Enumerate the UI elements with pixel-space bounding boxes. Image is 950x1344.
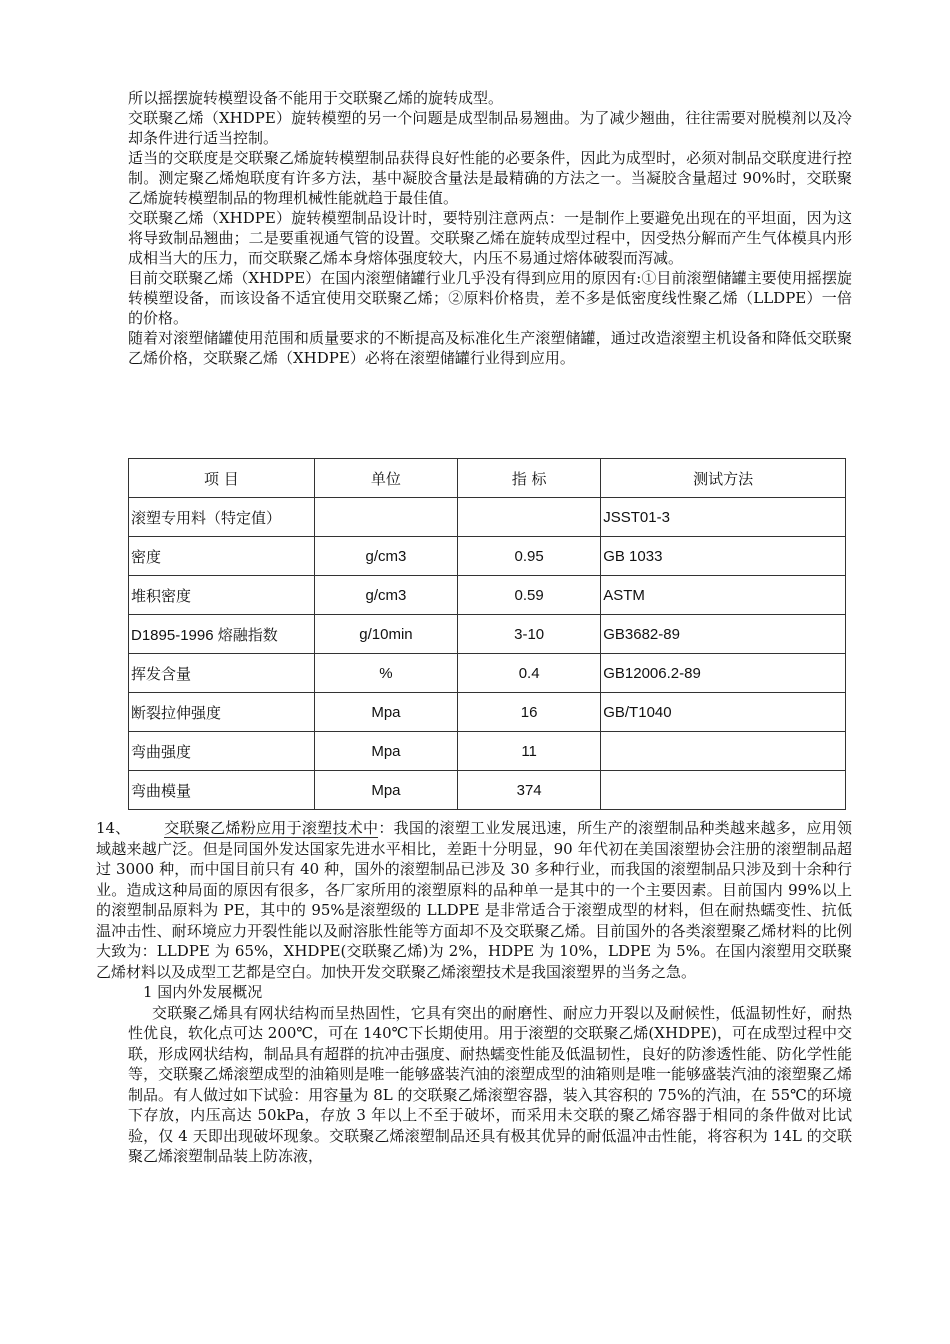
cell-item: 滚塑专用料（特定值） — [129, 498, 315, 537]
cell-unit: Mpa — [314, 732, 457, 771]
cell-method: JSST01-3 — [601, 498, 846, 537]
cell-value: 0.95 — [458, 537, 601, 576]
table-row — [129, 498, 846, 537]
cell-unit — [314, 498, 457, 537]
cell-value — [458, 498, 601, 537]
cell-unit: Mpa — [314, 693, 457, 732]
spec-table — [128, 458, 846, 810]
cell-unit: g/cm3 — [314, 537, 457, 576]
cell-method: GB3682-89 — [601, 615, 846, 654]
cell-item: 断裂拉伸强度 — [129, 693, 315, 732]
table-header-row — [129, 459, 846, 498]
cell-value: 3-10 — [458, 615, 601, 654]
header-value: 指 标 — [458, 459, 601, 498]
table-row — [129, 654, 846, 693]
paragraph: 目前交联聚乙烯（XHDPE）在国内滚塑储罐行业几乎没有得到应用的原因有:①目前滚塑储罐主要使用摇摆旋转模塑设备，而该设备不适宜使用交联聚乙烯；②原料价格贵，差不多是低密度线性聚乙烯（LLDPE）一倍的价格。 — [128, 269, 852, 327]
paragraph: 随着对滚塑储罐使用范围和质量要求的不断提高及标准化生产滚塑储罐，通过改造滚塑主机设备和降低交联聚乙烯价格，交联聚乙烯（XHDPE）必将在滚塑储罐行业得到应用。 — [128, 329, 852, 367]
cell-value: 0.4 — [458, 654, 601, 693]
cell-method: ASTM — [601, 576, 846, 615]
cell-unit: g/cm3 — [314, 576, 457, 615]
table-row — [129, 732, 846, 771]
cell-item: 弯曲模量 — [129, 771, 315, 810]
header-unit: 单位 — [314, 459, 457, 498]
cell-value: 16 — [458, 693, 601, 732]
cell-item: 密度 — [129, 537, 315, 576]
paragraph: 交联聚乙烯（XHDPE）旋转模塑制品设计时，要特别注意两点：一是制作上要避免出现在的平坦面，因为这将导致制品翘曲；二是要重视通气管的设置。交联聚乙烯在旋转成型过程中，因受热分解而产生气体模具内形成相当大的压力，而交联聚乙烯本身熔体强度较大，内压不易通过熔体破裂而泻减。 — [128, 209, 852, 267]
paragraph: 所以摇摆旋转模塑设备不能用于交联聚乙烯的旋转成型。 — [128, 89, 504, 107]
intro-paragraphs — [128, 88, 852, 368]
table-row — [129, 537, 846, 576]
section-14 — [96, 818, 852, 1167]
section-intro-text: ：我国的滚塑工业发展迅速，所生产的滚塑制品种类越来越多，应用领域越来越广泛。但是同国外发达国家先进水平相比，差距十分明显，90 年代初在美国滚塑协会注册的滚塑制品超过 3000 种，而中国目前只有 40 种，国外的滚塑制品已涉及 30 多种行业，而我国的滚塑制品只涉及到十余种行业。造成这种局面的原因有很多，各厂家所用的滚塑原料的品种单一是其中的一个主要因素。目前国内 99%以上的滚塑制品原料为 PE，其中的 95%是滚塑级的 LLDPE 是非常适合于滚塑成型的材料，但在耐热蠕变性、抗低温冲击性、耐环境应力开裂性能以及耐溶胀性能等方面却不及交联聚乙烯。目前国外的各类滚塑聚乙烯材料的比例大致为：LLDPE 为 65%，XHDPE(交联聚乙烯)为 2%，HDPE 为 10%，LDPE 为 5%。在国内滚塑用交联聚乙烯材料以及成型工艺都是空白。加快开发交联聚乙烯滚塑技术是我国滚塑界的当务之急。 — [96, 819, 852, 981]
cell-value: 0.59 — [458, 576, 601, 615]
cell-item: 弯曲强度 — [129, 732, 315, 771]
table-row — [129, 615, 846, 654]
cell-method: GB 1033 — [601, 537, 846, 576]
section-body: 交联聚乙烯具有网状结构而呈热固性，它具有突出的耐磨性、耐应力开裂以及耐候性，低温韧性好，耐热性优良，软化点可达 200℃，可在 140℃下长期使用。用于滚塑的交联聚乙烯(XHDPE)，可在成型过程中交联，形成网状结构，制品具有超群的抗冲击强度、耐热蠕变性能及低温韧性，良好的防渗透性能、防化学性能等，交联聚乙烯滚塑成型的油箱则是唯一能够盛装汽油的滚塑成型的油箱则是唯一能够盛装汽油的滚塑聚乙烯制品。有人做过如下试验：用容量为 8L 的交联聚乙烯滚塑容器，装入其容积的 75%的汽油，在 55℃的环境下存放，内压高达 50kPa，存放 3 年以上不至于破坏，而采用未交联的聚乙烯容器于相同的条件做对比试验，仅 4 天即出现破坏现象。交联聚乙烯滚塑制品还具有极其优异的耐低温冲击性能，将容积为 14L 的交联聚乙烯滚塑制品装上防冻液， — [128, 1003, 852, 1165]
cell-item: 挥发含量 — [129, 654, 315, 693]
header-item: 项 目 — [129, 459, 315, 498]
section-14-intro — [96, 818, 852, 982]
cell-method: GB12006.2-89 — [601, 654, 846, 693]
paragraph: 交联聚乙烯（XHDPE）旋转模塑的另一个问题是成型制品易翘曲。为了减少翘曲，往往需要对脱模剂以及冷却条件进行适当控制。 — [128, 109, 852, 147]
section-title: 交联聚乙烯粉应用于滚塑技术中 — [164, 819, 379, 837]
cell-item: D1895-1996 熔融指数 — [129, 615, 315, 654]
cell-unit: % — [314, 654, 457, 693]
cell-item: 堆积密度 — [129, 576, 315, 615]
paragraph: 适当的交联度是交联聚乙烯旋转模塑制品获得良好性能的必要条件，因此为成型时，必须对制品交联度进行控制。测定聚乙烯炮联度有许多方法，基中凝胶含量法是最精确的方法之一。当凝胶含量超过 90%时，交联聚乙烯旋转模塑制品的物理机械性能就趋于最佳值。 — [128, 149, 852, 207]
cell-value: 11 — [458, 732, 601, 771]
table-row — [129, 693, 846, 732]
cell-method — [601, 771, 846, 810]
table-row — [129, 771, 846, 810]
section-14-content — [96, 982, 852, 1167]
cell-unit: Mpa — [314, 771, 457, 810]
header-test-method: 测试方法 — [601, 459, 846, 498]
cell-method — [601, 732, 846, 771]
subheading: 1 国内外发展概况 — [143, 983, 263, 1001]
section-number: 14、 — [96, 819, 131, 837]
cell-value: 374 — [458, 771, 601, 810]
cell-method: GB/T1040 — [601, 693, 846, 732]
cell-unit: g/10min — [314, 615, 457, 654]
table-row — [129, 576, 846, 615]
